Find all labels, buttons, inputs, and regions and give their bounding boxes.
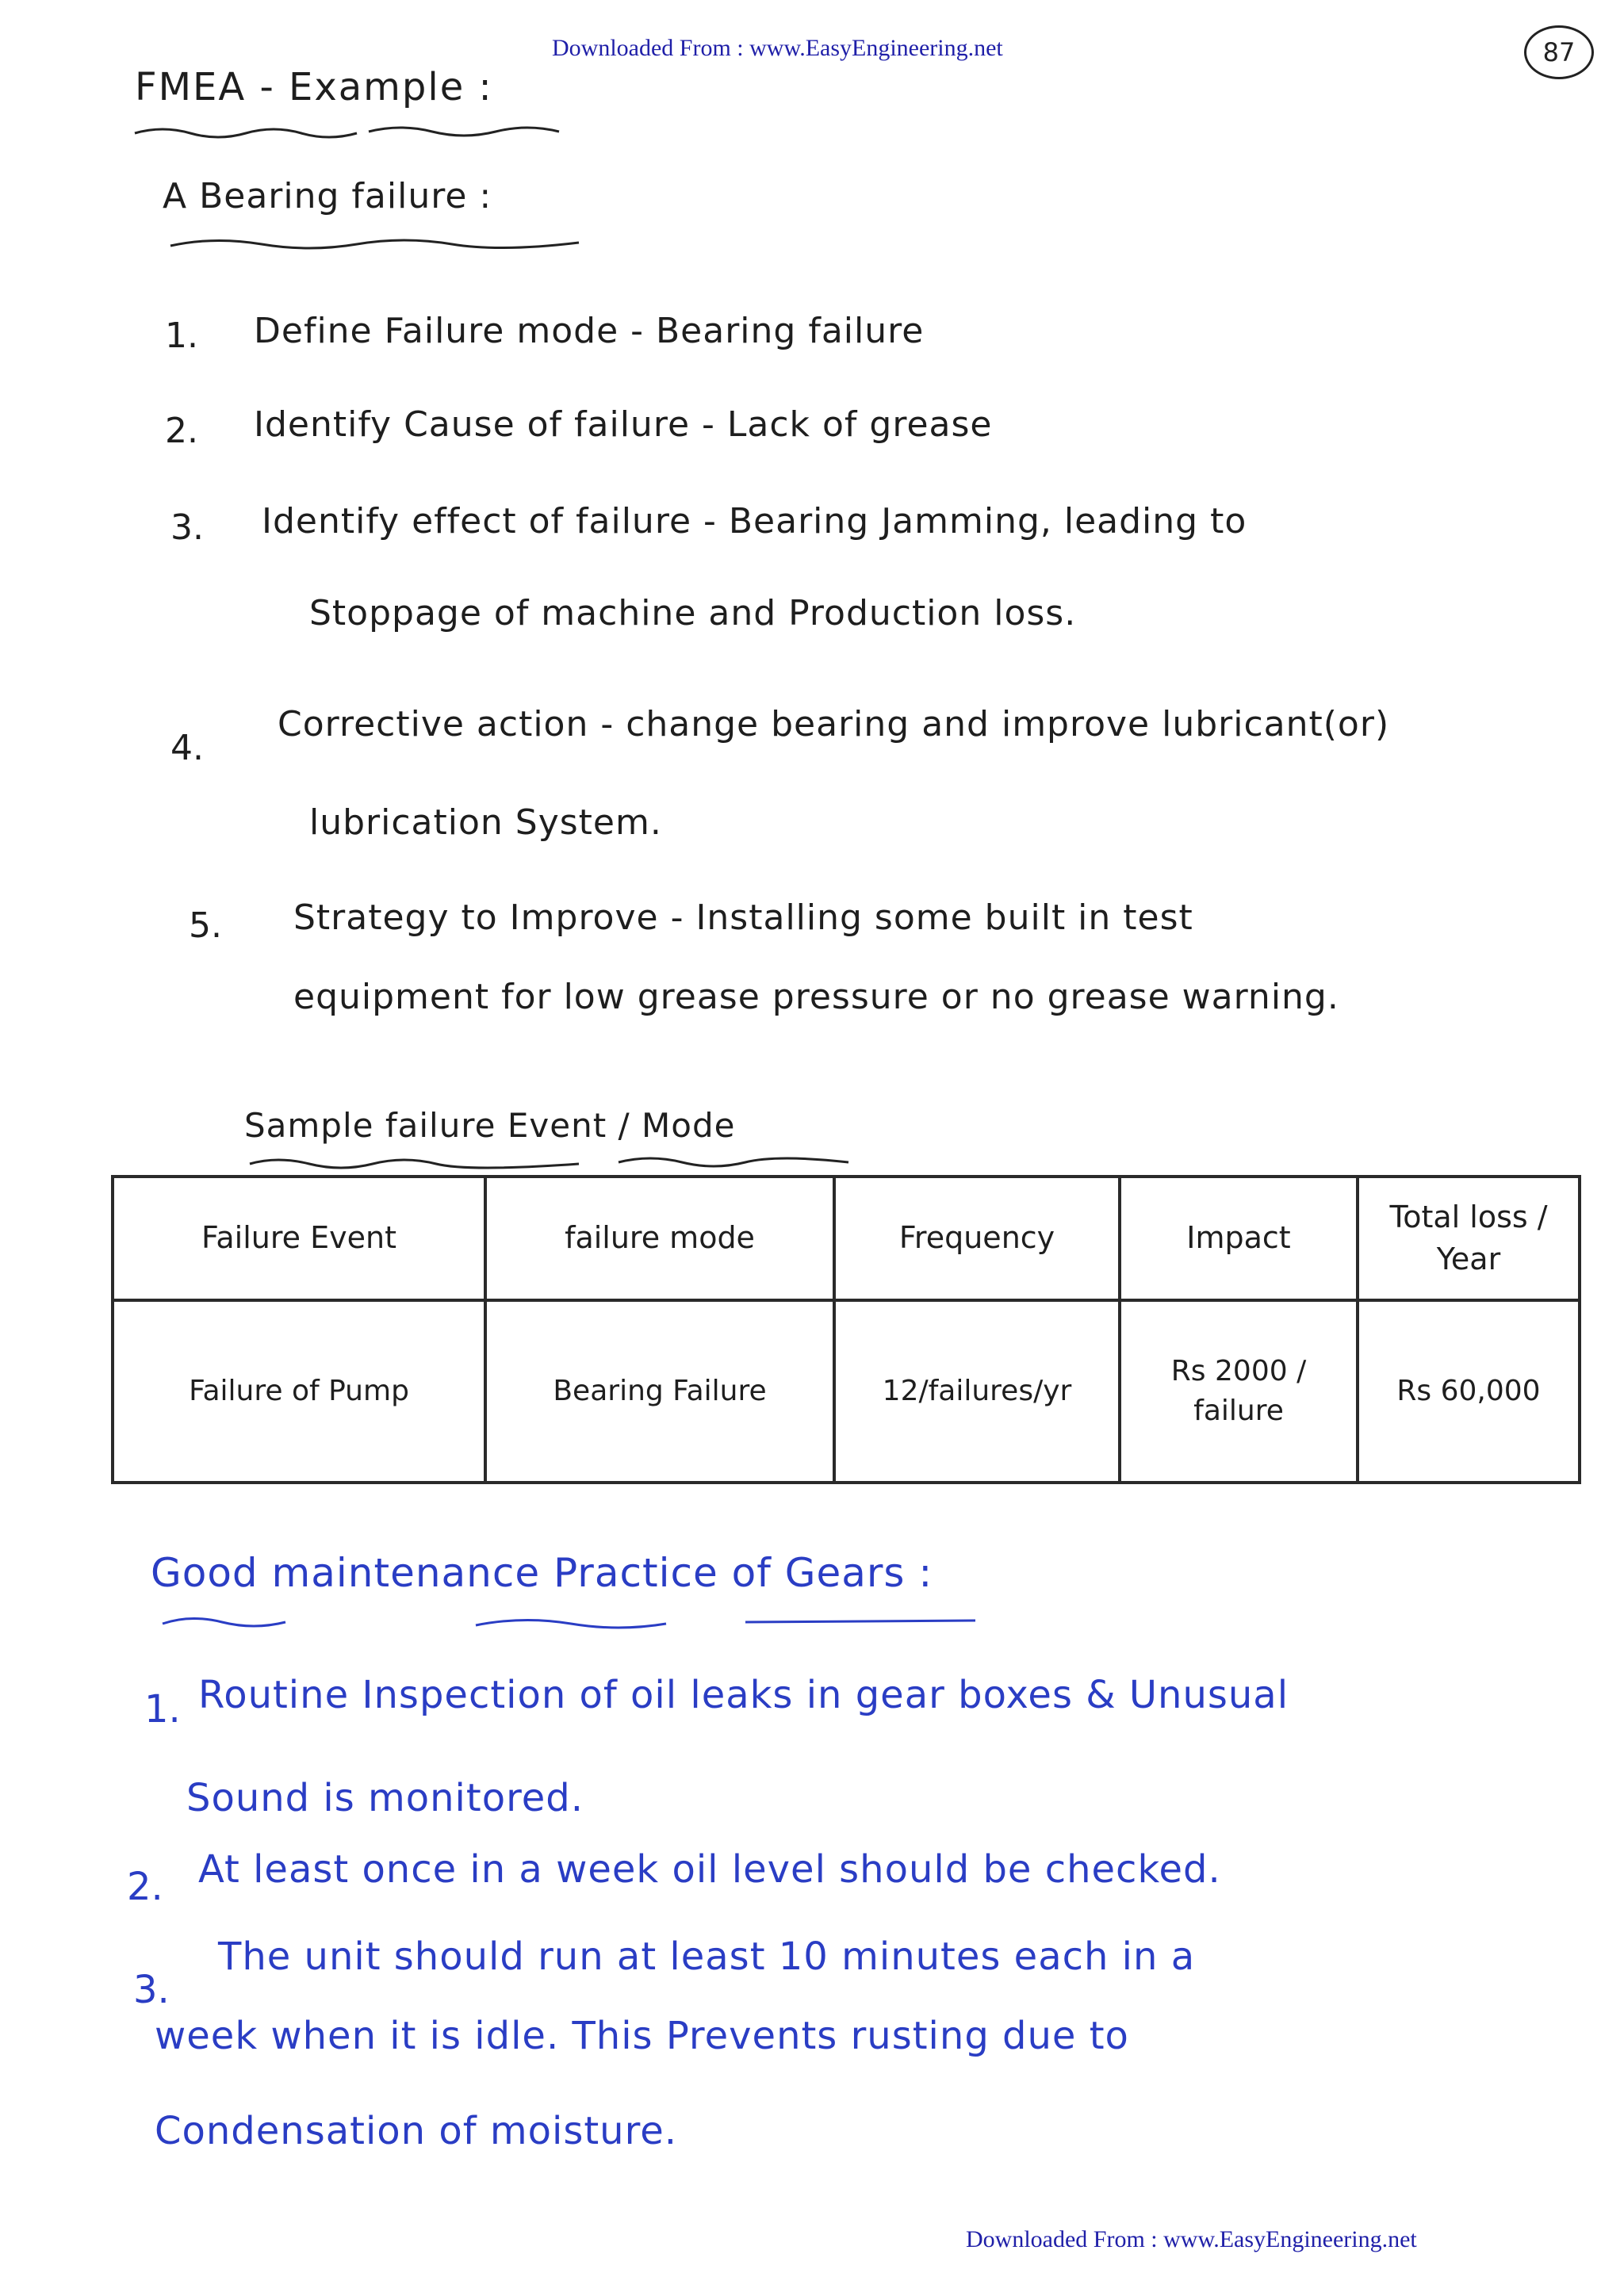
page-number: 87 (1524, 25, 1594, 79)
gears-item-1-line-1: Routine Inspection of oil leaks in gear boxes & Unusual (198, 1673, 1289, 1717)
fmea-item-3-line-2: Stoppage of machine and Production loss. (309, 593, 1077, 633)
gears-item-3-line-2: week when it is idle. This Prevents rusting due to (155, 2014, 1129, 2058)
gears-item-2-number: 2. (127, 1865, 163, 1909)
sample-table-caption: Sample failure Event / Mode (244, 1106, 736, 1145)
gears-heading-underline (159, 1608, 1031, 1640)
fmea-item-4-line-1: Corrective action - change bearing and improve lubricant(or) (278, 704, 1390, 744)
table-header-failure-event: Failure Event (113, 1177, 485, 1300)
title-underline (131, 119, 575, 151)
gears-item-1-number: 1. (144, 1687, 181, 1732)
fmea-item-1-number: 1. (165, 316, 198, 356)
gears-heading: Good maintenance Practice of Gears : (151, 1550, 933, 1596)
table-header-row (113, 1177, 1580, 1300)
table-header-frequency: Frequency (834, 1177, 1120, 1300)
fmea-title: FMEA - Example : (135, 65, 493, 109)
fmea-item-1-line-1: Define Failure mode - Bearing failure (254, 311, 925, 351)
gears-item-2-line-1: At least once in a week oil level should be checked. (198, 1847, 1221, 1892)
table-header-failure-mode: failure mode (485, 1177, 834, 1300)
fmea-item-5-number: 5. (189, 905, 222, 946)
fmea-item-3-line-1: Identify effect of failure - Bearing Jamming, leading to (262, 501, 1247, 541)
gears-item-1-line-2: Sound is monitored. (186, 1776, 584, 1820)
sample-failure-table (111, 1175, 1581, 1484)
table-header-total-loss: Total loss / Year (1358, 1177, 1580, 1300)
fmea-item-5-line-2: equipment for low grease pressure or no grease warning. (293, 977, 1339, 1017)
table-cell-frequency: 12/failures/yr (834, 1300, 1120, 1483)
table-cell-failure-event: Failure of Pump (113, 1300, 485, 1483)
subtitle-underline (167, 232, 611, 255)
footer-download-link[interactable]: Downloaded From : www.EasyEngineering.net (966, 2226, 1417, 2252)
fmea-item-5-line-1: Strategy to Improve - Installing some built in test (293, 897, 1193, 938)
gears-item-3-line-1: The unit should run at least 10 minutes each in a (218, 1934, 1196, 1979)
fmea-item-4-number: 4. (170, 728, 204, 768)
caption-underline (246, 1151, 880, 1175)
header-download-link[interactable]: Downloaded From : www.EasyEngineering.net (552, 35, 1003, 61)
fmea-item-2-number: 2. (165, 411, 198, 451)
table-cell-impact: Rs 2000 / failure (1120, 1300, 1358, 1483)
gears-item-3-number: 3. (133, 1968, 170, 2012)
fmea-item-2-line-1: Identify Cause of failure - Lack of grease (254, 404, 993, 445)
fmea-item-3-number: 3. (170, 507, 204, 548)
table-cell-total-loss: Rs 60,000 (1358, 1300, 1580, 1483)
table-row (113, 1300, 1580, 1483)
fmea-item-4-line-2: lubrication System. (309, 802, 662, 843)
gears-item-3-line-3: Condensation of moisture. (155, 2109, 678, 2153)
table-cell-failure-mode: Bearing Failure (485, 1300, 834, 1483)
fmea-subtitle: A Bearing failure : (163, 176, 492, 216)
table-header-impact: Impact (1120, 1177, 1358, 1300)
